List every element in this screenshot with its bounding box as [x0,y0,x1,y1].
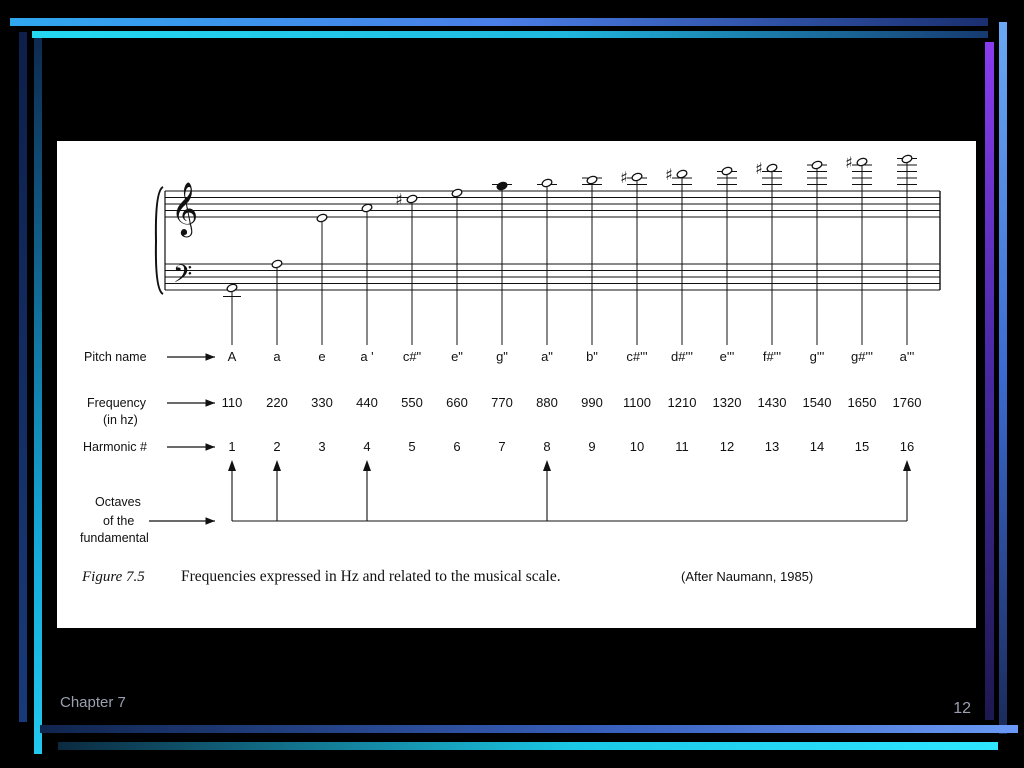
harmonic-number: 10 [629,439,645,454]
harmonic-number: 8 [543,439,551,454]
frequency-value: 660 [446,395,468,410]
note-head [631,172,643,182]
note-head [676,169,688,179]
harmonic-number: 2 [273,439,281,454]
octave-arrow-head [228,460,236,471]
harmonic-number: 13 [764,439,780,454]
figure-label: Figure 7.5 [82,569,145,585]
frame-bar-left-outer [19,32,27,722]
sharp-icon: ♯ [755,159,763,178]
note-head [406,194,418,204]
harmonic-number: 14 [809,439,825,454]
sharp-icon: ♯ [845,153,853,172]
frequency-value: 550 [401,395,423,410]
frame-bar-top-inner [32,31,988,38]
pitch-name-label: c#" [402,349,422,364]
frequency-value: 220 [266,395,288,410]
sharp-icon: ♯ [620,168,628,187]
harmonic-series-figure [57,141,976,628]
octave-arrow-head [363,460,371,471]
frame-bar-bottom-lower [58,742,998,750]
slide-page-number: 12 [953,700,971,717]
pitch-name-label: e [318,349,326,364]
row-label-frequency-unit: (in hz) [103,413,138,427]
harmonic-number: 15 [854,439,870,454]
harmonic-number: 16 [899,439,915,454]
harmonic-notes [223,153,917,297]
sharp-icon: ♯ [665,165,673,184]
pitch-name-label: A [227,349,237,364]
note-head [721,166,733,176]
note-head [901,154,913,164]
harmonic-number: 3 [318,439,326,454]
frequency-value: 1760 [892,395,922,410]
pitch-name-label: a''' [899,349,915,364]
octave-arrow-head [273,460,281,471]
frequency-value: 990 [581,395,603,410]
harmonic-number: 6 [453,439,461,454]
frequency-value: 1540 [802,395,832,410]
staff-brace [156,187,163,294]
pitch-name-label: g#''' [851,349,873,364]
note-head [226,283,238,293]
harmonic-number: 5 [408,439,416,454]
frame-bar-bottom-upper [40,725,1018,733]
harmonic-number: 7 [498,439,506,454]
row-label-pitch-name: Pitch name [84,350,147,364]
frequency-value: 1430 [757,395,787,410]
pitch-name-label: d#''' [671,349,693,364]
frequency-value: 1210 [667,395,697,410]
row-label-of-the: of the [103,514,135,528]
note-head [451,188,463,198]
note-head [586,175,598,185]
note-head [271,259,283,269]
harmonic-number: 1 [228,439,236,454]
frequency-value: 1650 [847,395,877,410]
pitch-name-label: e" [451,349,463,364]
row-label-octaves: Octaves [95,495,141,509]
pitch-name-label: e''' [719,349,735,364]
pitch-name-label: a ' [360,349,374,364]
pitch-name-label: b" [586,349,598,364]
pitch-name-label: g" [496,349,508,364]
pitch-name-label: g''' [809,349,825,364]
pitch-name-label: a" [541,349,553,364]
row-label-fundamental: fundamental [80,531,149,545]
note-head [541,178,553,188]
footer-chapter: Chapter 7 [60,694,126,711]
note-head [361,203,373,213]
frequency-value: 880 [536,395,558,410]
harmonic-number: 9 [588,439,596,454]
frequency-value: 1100 [623,395,651,410]
note-head [316,213,328,223]
frequency-value: 440 [356,395,378,410]
frequency-value: 330 [311,395,333,410]
figure-panel [57,141,976,628]
octave-arrow-head [903,460,911,471]
bass-clef-icon: 𝄢 [173,260,193,295]
frequency-value: 1320 [712,395,742,410]
row-label-frequency: Frequency [87,396,147,410]
frequency-value: 110 [221,395,243,410]
octave-arrow-head [543,460,551,471]
frame-bar-right-outer [999,22,1007,734]
harmonic-number: 11 [675,439,689,454]
note-head [496,181,508,191]
pitch-name-label: a [273,349,281,364]
frequency-value: 770 [491,395,513,410]
frame-bar-right-inner [985,42,994,720]
figure-caption: Frequencies expressed in Hz and related to the musical scale. [181,568,561,585]
frame-bar-top-outer [10,18,988,26]
grand-staff [156,187,940,294]
harmonic-number: 12 [719,439,735,454]
note-head [811,160,823,170]
figure-attribution: (After Naumann, 1985) [681,569,814,584]
treble-clef-icon: 𝄞 [171,181,199,235]
harmonic-number: 4 [363,439,371,454]
row-label-harmonic: Harmonic # [83,440,147,454]
frame-bar-left-inner [34,38,42,754]
sharp-icon: ♯ [395,190,403,209]
pitch-name-label: f#''' [762,349,782,364]
pitch-name-label: c#''' [626,349,648,364]
